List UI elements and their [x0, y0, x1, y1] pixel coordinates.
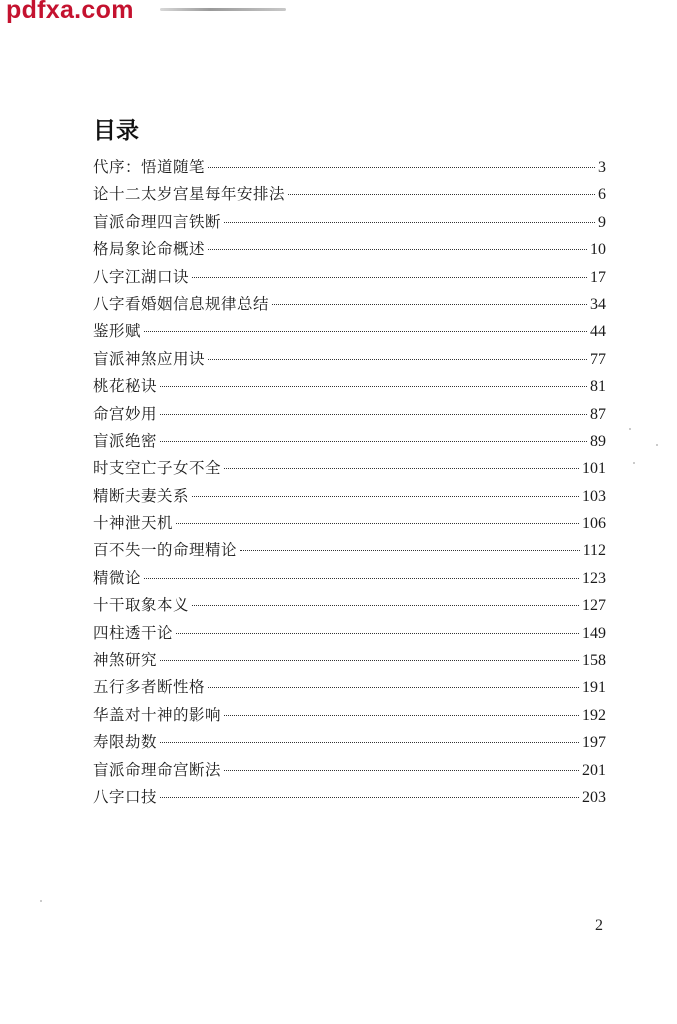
toc-entry[interactable]	[93, 184, 606, 211]
toc-leader-dots	[144, 331, 587, 332]
toc-entry-page: 201	[582, 761, 606, 779]
toc-entry-label: 精断夫妻关系	[93, 486, 190, 505]
toc-entry-page: 44	[590, 323, 606, 341]
toc-leader-dots	[160, 441, 587, 442]
toc-entry-page: 123	[582, 569, 606, 587]
toc-leader-dots	[224, 770, 579, 771]
toc-entry-label: 论十二太岁宫星每年安排法	[93, 185, 286, 204]
toc-entry-label: 百不失一的命理精论	[93, 541, 238, 560]
toc-entry-page: 89	[590, 432, 606, 450]
toc-entry[interactable]	[93, 458, 606, 485]
scan-speck	[656, 444, 658, 446]
toc-entry-page: 81	[590, 378, 606, 396]
toc-entry-label: 盲派命理命宫断法	[93, 760, 222, 779]
toc-leader-dots	[192, 277, 587, 278]
toc-entry-page: 77	[590, 350, 606, 368]
toc-entry[interactable]	[93, 157, 606, 184]
toc-entry-label: 盲派神煞应用诀	[93, 349, 206, 368]
toc-entry[interactable]	[93, 787, 606, 814]
toc-entry-page: 112	[582, 542, 606, 560]
toc-entry-label: 八字口技	[93, 787, 158, 806]
toc-entry[interactable]	[93, 267, 606, 294]
toc-entry-label: 时支空亡子女不全	[93, 459, 222, 478]
toc-entry[interactable]	[93, 431, 606, 458]
toc-leader-dots	[208, 167, 595, 168]
toc-entry-page: 106	[582, 515, 606, 533]
toc-entry-page: 101	[582, 460, 606, 478]
toc-entry-page: 6	[598, 186, 606, 204]
toc-entry-label: 盲派命理四言铁断	[93, 212, 222, 231]
toc-leader-dots	[160, 414, 587, 415]
toc-entry-page: 103	[582, 487, 606, 505]
toc-entry[interactable]	[93, 732, 606, 759]
toc-leader-dots	[192, 496, 579, 497]
toc-entry-label: 八字看婚姻信息规律总结	[93, 294, 270, 313]
toc-entry-label: 格局象论命概述	[93, 240, 206, 259]
toc-entry[interactable]	[93, 760, 606, 787]
toc-entry-page: 197	[582, 734, 606, 752]
toc-entry[interactable]	[93, 404, 606, 431]
toc-entry-label: 命宫妙用	[93, 404, 158, 423]
toc-entry-page: 9	[598, 213, 606, 231]
toc-leader-dots	[272, 304, 587, 305]
toc-leader-dots	[224, 468, 579, 469]
toc-leader-dots	[240, 550, 580, 551]
toc-entry-label: 桃花秘诀	[93, 377, 158, 396]
toc-entry[interactable]	[93, 376, 606, 403]
toc-entry-label: 四柱透干论	[93, 623, 174, 642]
toc-leader-dots	[208, 687, 579, 688]
toc-entry[interactable]	[93, 540, 606, 567]
toc-entry-label: 十干取象本义	[93, 596, 190, 615]
toc-entry-label: 华盖对十神的影响	[93, 705, 222, 724]
toc-entry[interactable]	[93, 595, 606, 622]
toc-entry-page: 87	[590, 405, 606, 423]
toc-leader-dots	[160, 797, 579, 798]
toc-entry[interactable]	[93, 486, 606, 513]
table-of-contents	[93, 157, 606, 814]
toc-entry-label: 代序：悟道随笔	[93, 158, 206, 176]
toc-entry-label: 五行多者断性格	[93, 678, 206, 697]
toc-entry[interactable]	[93, 677, 606, 704]
toc-leader-dots	[208, 249, 587, 250]
toc-entry-label: 八字江湖口诀	[93, 267, 190, 286]
toc-leader-dots	[160, 660, 579, 661]
toc-entry-page: 127	[582, 597, 606, 615]
toc-entry-label: 精微论	[93, 568, 142, 587]
toc-entry-label: 盲派绝密	[93, 431, 158, 450]
toc-entry[interactable]	[93, 294, 606, 321]
toc-entry[interactable]	[93, 568, 606, 595]
scan-speck	[40, 900, 42, 902]
toc-leader-dots	[144, 578, 579, 579]
toc-leader-dots	[208, 359, 587, 360]
toc-leader-dots	[160, 742, 579, 743]
toc-entry-page: 149	[582, 624, 606, 642]
toc-entry[interactable]	[93, 212, 606, 239]
toc-entry-page: 203	[582, 788, 606, 806]
page-title: 目录	[93, 118, 139, 144]
toc-entry[interactable]	[93, 705, 606, 732]
toc-entry-page: 158	[582, 652, 606, 670]
toc-leader-dots	[176, 523, 579, 524]
toc-entry[interactable]	[93, 321, 606, 348]
toc-entry-page: 192	[582, 706, 606, 724]
scan-artifact	[160, 8, 286, 11]
toc-entry-page: 17	[590, 268, 606, 286]
toc-entry[interactable]	[93, 349, 606, 376]
toc-leader-dots	[288, 194, 595, 195]
toc-entry-label: 鉴形赋	[93, 322, 142, 341]
page-number: 2	[595, 917, 603, 934]
toc-leader-dots	[224, 715, 579, 716]
toc-entry[interactable]	[93, 239, 606, 266]
toc-entry-label: 十神泄天机	[93, 514, 174, 533]
toc-entry[interactable]	[93, 623, 606, 650]
toc-entry-label: 寿限劫数	[93, 733, 158, 752]
watermark-logo: pdfxa.com	[6, 0, 134, 24]
toc-leader-dots	[192, 605, 579, 606]
toc-entry-page: 191	[582, 679, 606, 697]
toc-entry-page: 3	[598, 159, 606, 176]
toc-entry-label: 神煞研究	[93, 651, 158, 670]
scan-speck	[629, 428, 631, 430]
toc-entry[interactable]	[93, 513, 606, 540]
scan-speck	[633, 462, 635, 464]
toc-entry-page: 34	[590, 295, 606, 313]
toc-entry-page: 10	[590, 241, 606, 259]
toc-entry[interactable]	[93, 650, 606, 677]
toc-leader-dots	[176, 633, 579, 634]
toc-leader-dots	[160, 386, 587, 387]
toc-leader-dots	[224, 222, 595, 223]
